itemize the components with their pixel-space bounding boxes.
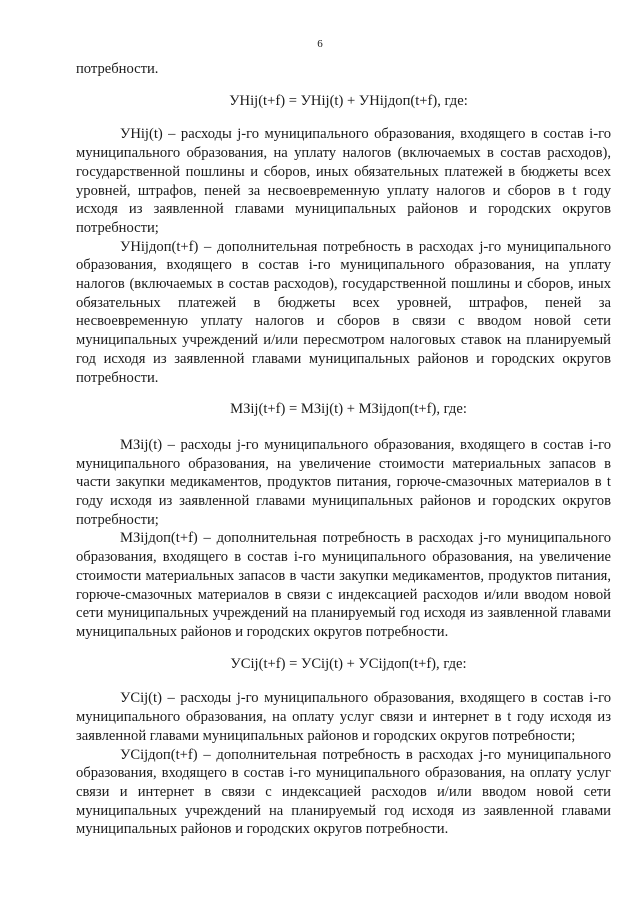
document-body <box>76 60 611 839</box>
definition-un-base: УНij(t) – расходы j-го муниципального образования, входящего в состав i-го муниципального образования, на уплату налогов (включаемых в состав расходов), государственной пошлины и сборов, иных обязательных платежей в бюджеты всех уровней, штрафов, пеней за несвоевременную уплату налогов и сборов в t году исходя из заявленной главами муниципальных районов и городских округов потребности; <box>76 126 611 236</box>
definition-mz-additional: МЗijдоп(t+f) – дополнительная потребность в расходах j-го муниципального образования, входящего в состав i-го муниципального образования, на увеличение стоимости материальных запасов в части закупки медикаментов, продуктов питания, горюче-смазочных материалов в связи с индексацией расходов и/или вводом новой сети муниципальных учреждений на планируемый год исходя из заявленной главами муниципальных районов и городских округов потребности. <box>76 530 611 640</box>
definition-un-additional: УНijдоп(t+f) – дополнительная потребность в расходах j-го муниципального образования, входящего в состав i-го муниципального образования, на уплату налогов (включаемых в состав расходов), государственной пошлины и сборов, иных обязательных платежей в бюджеты всех уровней, штрафов, пеней за несвоевременную уплату налогов и сборов в связи с вводом новой сети муниципальных учреждений и/или пересмотром налоговых ставок на планируемый год исходя из заявленной главами муниципальных районов и городских округов потребности. <box>76 238 611 386</box>
definition-us-additional: УСijдоп(t+f) – дополнительная потребность в расходах j-го муниципального образования, входящего в состав i-го муниципального образования, на оплату услуг связи и интернет в связи с индексацией расходов и/или вводом новой сети муниципальных учреждений на планируемый год исходя из заявленной главами муниципальных районов и городских округов потребности. <box>76 746 611 838</box>
formula-us: УСij(t+f) = УСij(t) + УСijдоп(t+f), где: <box>230 655 467 672</box>
definition-us-base: УСij(t) – расходы j-го муниципального образования, входящего в состав i-го муниципального образования, на оплату услуг связи и интернет в t году исходя из заявленной главами муниципальных районов и городских округов потребности; <box>76 690 611 744</box>
definition-mz-base: МЗij(t) – расходы j-го муниципального образования, входящего в состав i-го муниципального образования, на увеличение стоимости материальных запасов в части закупки медикаментов, продуктов питания, горюче-смазочных материалов в t году исходя из заявленной главами муниципальных районов и городских округов потребности; <box>76 436 611 528</box>
page-number: 6 <box>317 38 323 50</box>
formula-mz: МЗij(t+f) = МЗij(t) + МЗijдоп(t+f), где: <box>230 401 467 418</box>
intro-line: потребности. <box>76 61 159 77</box>
formula-un: УНij(t+f) = УНij(t) + УНijдоп(t+f), где: <box>229 92 468 109</box>
